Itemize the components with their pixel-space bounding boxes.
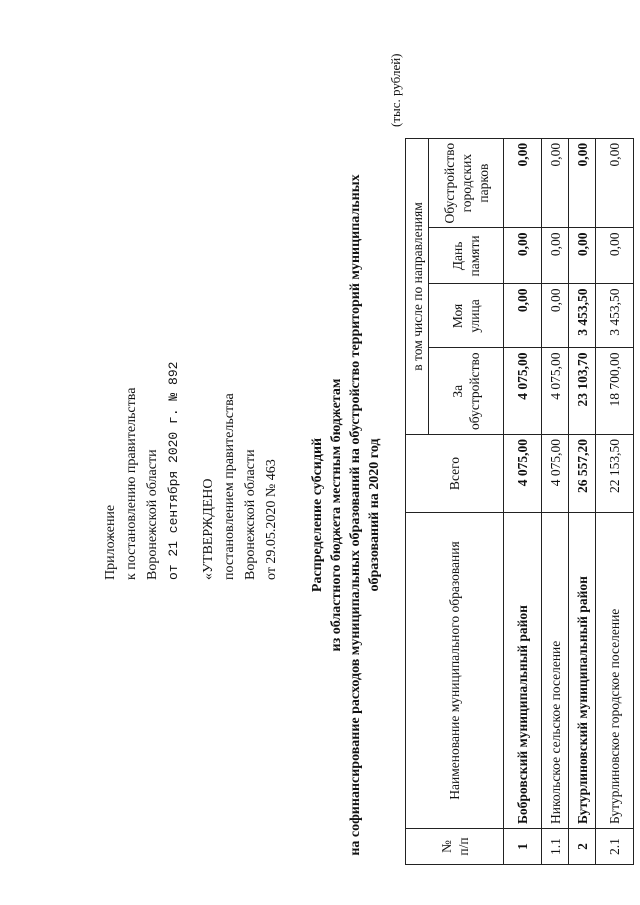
row-name: Бобровский муниципальный район — [504, 513, 542, 829]
row-col3: 0,00 — [596, 228, 634, 284]
header-col4: Обустройство городских парков — [429, 138, 504, 228]
row-col4: 0,00 — [596, 138, 634, 228]
units-label: (тыс. рублей) — [388, 53, 403, 127]
approval-line: Воронежской области — [145, 449, 160, 580]
approved-line: постановлением правительства — [222, 393, 237, 580]
row-total: 22 153,50 — [596, 435, 634, 513]
table-row — [504, 138, 542, 864]
row-col1: 4 075,00 — [542, 348, 569, 435]
row-num: 2 — [569, 829, 596, 865]
row-col3: 0,00 — [569, 228, 596, 284]
row-col1: 18 700,00 — [596, 348, 634, 435]
table-row — [569, 138, 596, 864]
row-num: 2.1 — [596, 829, 634, 865]
header-name: Наименование муниципального образования — [406, 513, 504, 829]
table-row — [596, 138, 634, 864]
approved-block — [198, 393, 282, 580]
approval-line: Приложение — [103, 504, 118, 580]
approval-line: к постановлению правительства — [124, 387, 139, 580]
row-col3: 0,00 — [504, 228, 542, 284]
title-line: из областного бюджета местным бюджетам — [329, 378, 344, 652]
title-line: образований на 2020 год — [367, 438, 382, 592]
header-group: в том числе по направлениям — [406, 138, 429, 434]
title-line: на софинансирование расходов муниципальных образований на обустройство территорий муниципальных — [348, 174, 363, 856]
row-col2: 0,00 — [504, 284, 542, 348]
header-total: Всего — [406, 435, 504, 513]
row-col4: 0,00 — [569, 138, 596, 228]
row-total: 26 557,20 — [569, 435, 596, 513]
document-title — [308, 165, 384, 865]
row-col2: 3 453,50 — [569, 284, 596, 348]
row-total: 4 075,00 — [542, 435, 569, 513]
row-col4: 0,00 — [542, 138, 569, 228]
header-col3: Дань памяти — [429, 228, 504, 284]
row-col2: 0,00 — [542, 284, 569, 348]
row-num: 1 — [504, 829, 542, 865]
row-name: Бутурлиновский муниципальный район — [569, 513, 596, 829]
row-name: Бутурлиновское городское поселение — [596, 513, 634, 829]
row-name: Никольское сельское поселение — [542, 513, 569, 829]
row-col1: 4 075,00 — [504, 348, 542, 435]
approval-date: от 21 сентября 2020 г. № 892 — [166, 361, 181, 580]
table-row — [542, 138, 569, 864]
approved-line: Воронежской области — [243, 449, 258, 580]
header-col2: Моя улица — [429, 284, 504, 348]
header-num: № п/п — [406, 829, 504, 865]
subsidy-table — [405, 138, 634, 865]
row-col2: 3 453,50 — [596, 284, 634, 348]
approved-line: «УТВЕРЖДЕНО — [201, 478, 216, 580]
title-line: Распределение субсидий — [310, 437, 325, 593]
row-total: 4 075,00 — [504, 435, 542, 513]
header-col1: За обустройство — [429, 348, 504, 435]
approved-date: от 29.05.2020 № 463 — [264, 459, 279, 580]
approval-block — [100, 362, 184, 580]
row-col4: 0,00 — [504, 138, 542, 228]
row-col1: 23 103,70 — [569, 348, 596, 435]
row-col3: 0,00 — [542, 228, 569, 284]
row-num: 1.1 — [542, 829, 569, 865]
